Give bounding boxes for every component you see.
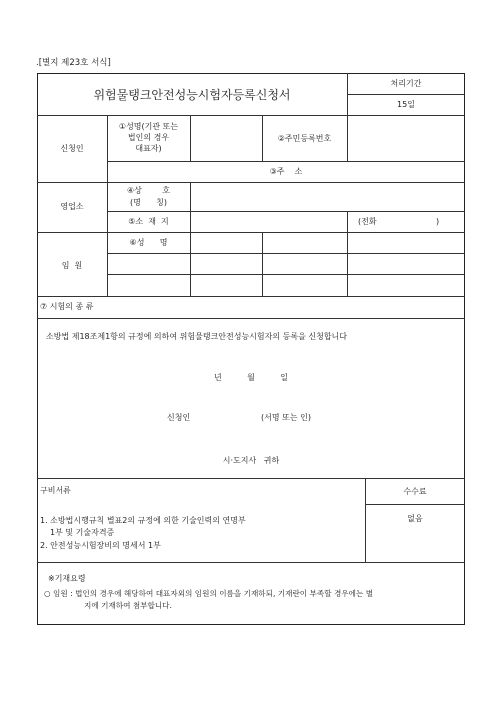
col-divider — [262, 232, 263, 296]
col-divider — [347, 211, 348, 232]
row-divider — [37, 115, 465, 116]
col-divider — [347, 115, 348, 161]
document-item-1-continued: 1부 및 기술자격증 — [50, 528, 115, 537]
row-divider — [37, 232, 465, 233]
row-divider — [107, 211, 465, 212]
row-divider — [107, 161, 465, 162]
documents-header: 구비서류 — [40, 486, 71, 495]
row-divider — [37, 296, 465, 297]
row-divider — [347, 94, 465, 95]
notes-line-1: ○ 임원 : 법인의 경우에 해당하여 대표자외의 임원의 이름을 기재하되, 기재란이 부족할 경우에는 별 — [44, 589, 374, 598]
officer-name-label: ⑥성 명 — [129, 238, 168, 247]
processing-period-value: 15일 — [397, 100, 415, 109]
officers-section-label: 임 원 — [61, 261, 83, 270]
row-divider — [365, 504, 465, 505]
document-item-2: 2. 안전성능시험장비의 명세서 1부 — [40, 541, 161, 550]
row-divider — [37, 182, 465, 183]
processing-period-label: 처리기간 — [390, 79, 422, 88]
form-number-label: .[별지 제23호 서식] — [36, 58, 111, 68]
fee-label: 수수료 — [403, 487, 427, 496]
col-divider — [190, 115, 191, 161]
fee-value: 없음 — [407, 514, 423, 523]
name-field-label-line2: 법인의 경우 — [127, 133, 170, 142]
row-divider — [37, 478, 465, 479]
phone-label-close: ) — [436, 217, 440, 226]
row-divider — [37, 562, 465, 563]
notes-line-2: 지에 기재하여 첨부합니다. — [84, 601, 172, 610]
form-title: 위험물탱크안전성능시험자등록신청서 — [93, 88, 291, 102]
col-divider — [190, 182, 191, 232]
name-field-label: ①성명(기관 또는 — [118, 122, 179, 131]
name-field-label-line3: 대표자) — [135, 144, 162, 153]
row-divider — [37, 318, 465, 319]
application-statement: 소방법 제18조제1항의 규정에 의하여 위험물탱크안전성능시험자의 등록을 신청합니다 — [46, 332, 348, 341]
registration-number-label: ②주민등록번호 — [277, 134, 332, 143]
trade-name-label-line2: (명 칭) — [130, 198, 167, 207]
signature-label: (서명 또는 인) — [261, 413, 311, 422]
test-type-label: ⑦ 시험의 종 류 — [40, 302, 94, 311]
row-divider — [107, 253, 465, 254]
col-divider — [347, 232, 348, 296]
col-divider — [190, 232, 191, 296]
date-line: 년 월 일 — [213, 373, 289, 382]
office-section-label: 영업소 — [60, 202, 84, 211]
applicant-section-label: 신청인 — [60, 144, 84, 153]
trade-name-label: ④상 호 — [127, 186, 170, 195]
addressee: 시·도지사 귀하 — [222, 456, 280, 465]
address-label: ③주 소 — [269, 167, 303, 176]
document-item-1: 1. 소방법시행규칙 별표2의 규정에 의한 기술인력의 연명부 — [40, 516, 246, 525]
signer-label: 신청인 — [167, 413, 191, 422]
location-label: ⑤소 재 지 — [128, 217, 169, 226]
row-divider — [107, 274, 465, 275]
notes-header: ※기재요령 — [48, 574, 86, 583]
phone-label: (전화 — [358, 217, 377, 226]
